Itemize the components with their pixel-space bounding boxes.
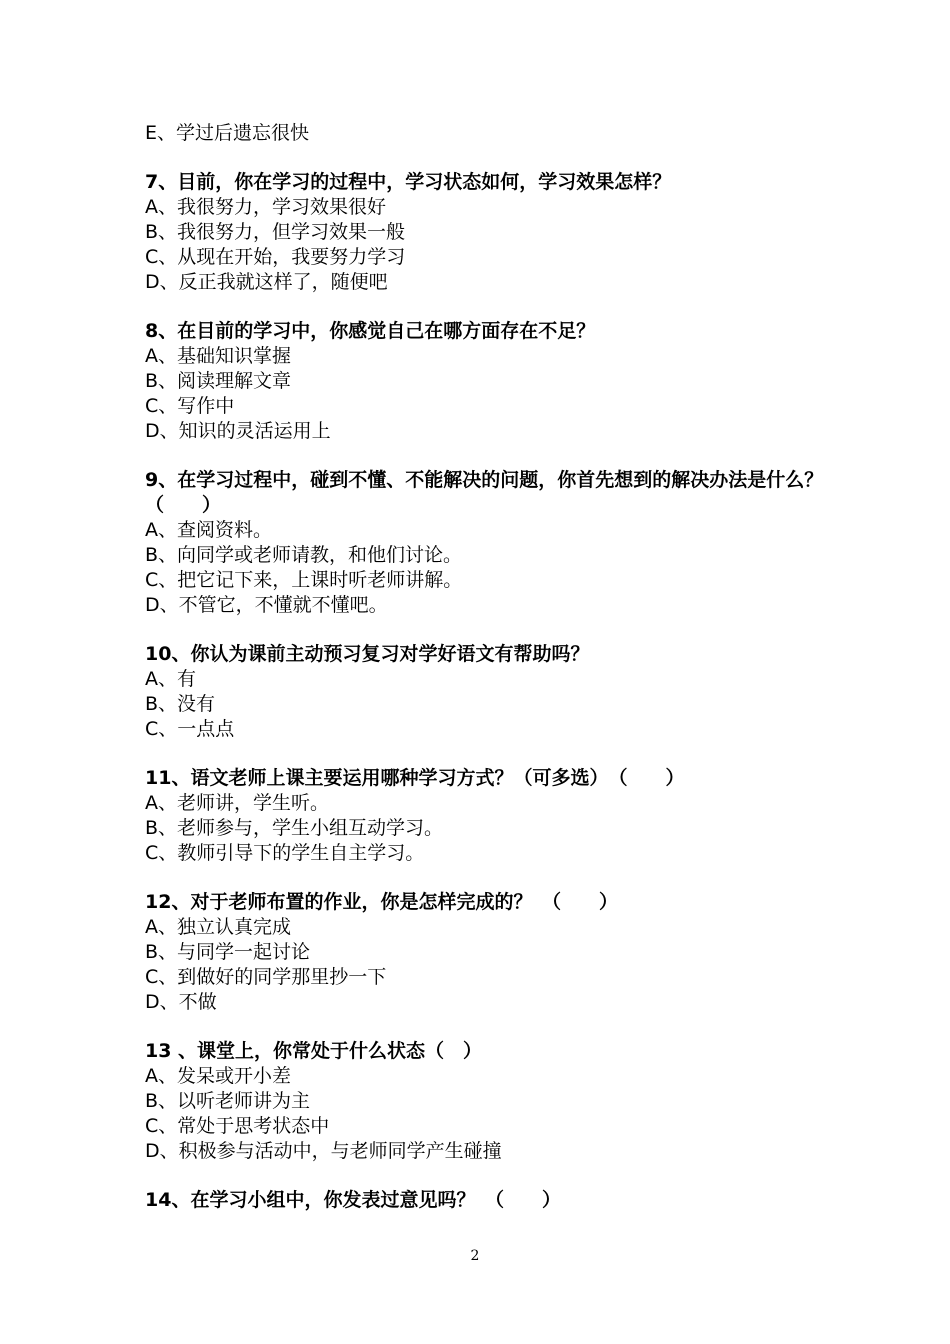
- question-11: 11、语文老师上课主要运用哪种学习方式？（可多选） （ ）: [145, 767, 685, 789]
- question-10: 10、你认为课前主动预习复习对学好语文有帮助吗？: [145, 643, 590, 665]
- option-line: C、到做好的同学那里抄一下: [145, 966, 387, 988]
- question-8: 8、在目前的学习中，你感觉自己在哪方面存在不足？: [145, 320, 596, 342]
- option-line: C、一点点: [145, 718, 235, 740]
- option-line: D、不做: [145, 991, 217, 1013]
- option-line: B、向同学或老师请教，和他们讨论。: [145, 544, 463, 566]
- option-line: E、学过后遗忘很快: [145, 122, 310, 144]
- option-line: A、我很努力，学习效果很好: [145, 196, 386, 218]
- option-line: A、基础知识掌握: [145, 345, 291, 367]
- option-line: D、积极参与活动中，与老师同学产生碰撞: [145, 1140, 502, 1162]
- option-line: B、与同学一起讨论: [145, 941, 311, 963]
- option-line: A、查阅资料。: [145, 519, 272, 541]
- option-line: A、独立认真完成: [145, 916, 291, 938]
- option-line: B、没有: [145, 693, 216, 715]
- question-7: 7、目前，你在学习的过程中，学习状态如何，学习效果怎样？: [145, 171, 672, 193]
- option-line: D、反正我就这样了，随便吧: [145, 271, 388, 293]
- question-12: 12、对于老师布置的作业，你是怎样完成的？ （ ）: [145, 891, 618, 913]
- option-line: B、以听老师讲为主: [145, 1090, 311, 1112]
- page-number: 2: [470, 1248, 480, 1264]
- question-14: 14、在学习小组中，你发表过意见吗？ （ ）: [145, 1189, 561, 1211]
- document-body: [145, 121, 845, 1213]
- option-line: C、写作中: [145, 395, 235, 417]
- option-line: B、我很努力，但学习效果一般: [145, 221, 406, 243]
- question-9: 9、在学习过程中，碰到不懂、不能解决的问题，你首先想到的解决办法是什么？（ ）: [145, 469, 824, 516]
- option-line: B、老师参与，学生小组互动学习。: [145, 817, 444, 839]
- option-line: A、发呆或开小差: [145, 1065, 291, 1087]
- option-line: B、阅读理解文章: [145, 370, 292, 392]
- option-line: A、有: [145, 668, 196, 690]
- option-line: A、老师讲，学生听。: [145, 792, 329, 814]
- option-line: C、常处于思考状态中: [145, 1115, 330, 1137]
- option-line: C、把它记下来，上课时听老师讲解。: [145, 569, 463, 591]
- option-line: D、知识的灵活运用上: [145, 420, 331, 442]
- option-line: C、教师引导下的学生自主学习。: [145, 842, 425, 864]
- question-13: 13 、课堂上，你常处于什么状态（ ）: [145, 1040, 483, 1062]
- option-line: D、不管它，不懂就不懂吧。: [145, 594, 388, 616]
- option-line: C、从现在开始，我要努力学习: [145, 246, 406, 268]
